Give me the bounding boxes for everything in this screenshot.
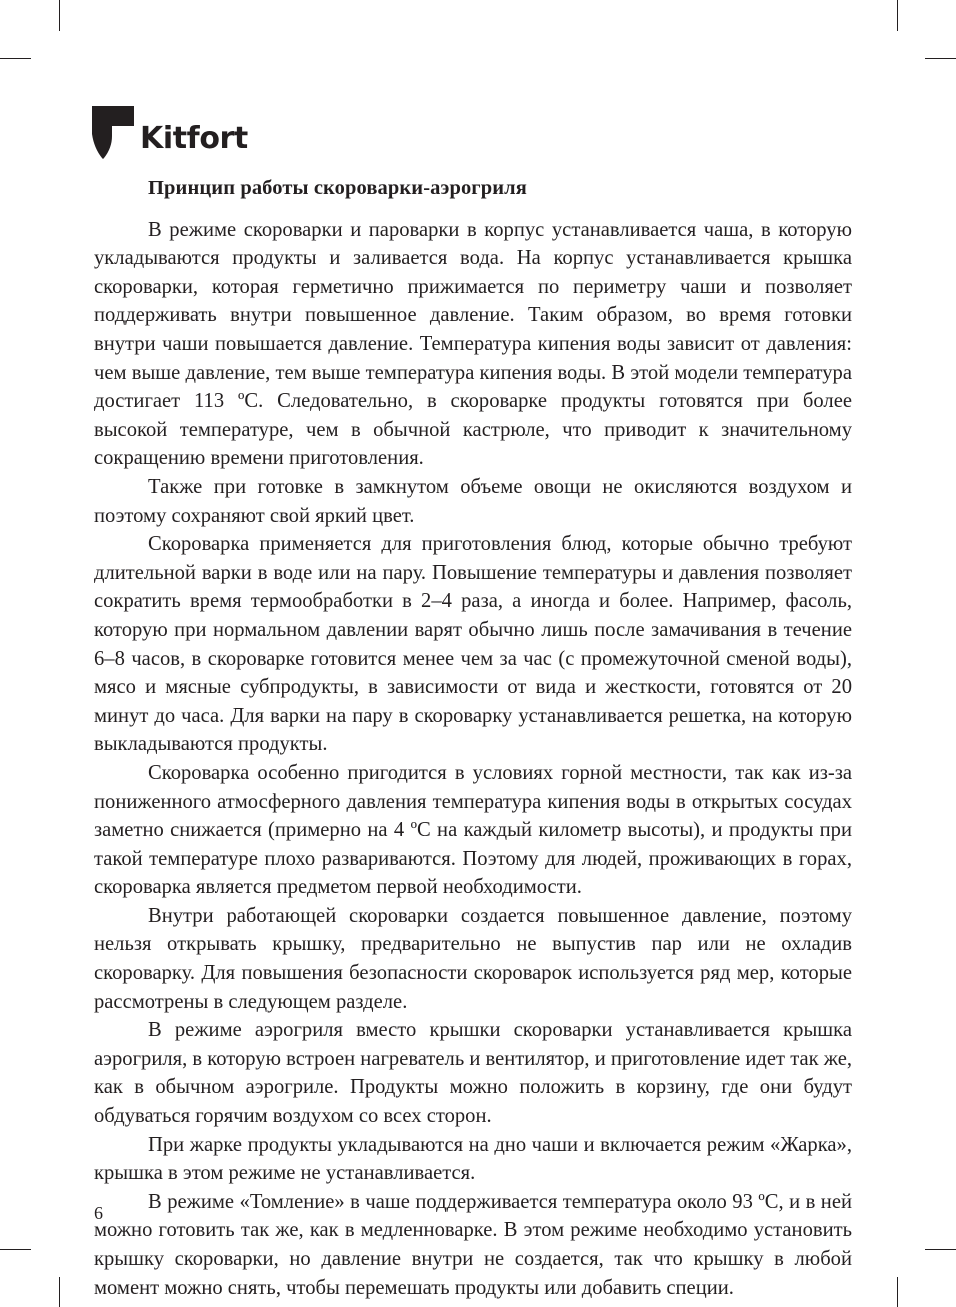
crop-mark-bottom-left-horizontal [0, 1249, 31, 1250]
crop-mark-top-right-vertical [897, 0, 898, 31]
document-body [94, 176, 852, 1302]
body-paragraph: Внутри работающей скороварки создается повышенное давление, поэтому нельзя открывать крышку, предварительно не выпустив пар или не охладив скороварку. Для повышения безопасности скороварок используется ряд мер, которые рассмотрены в следующем разделе. [94, 904, 852, 1013]
brand-wordmark: Kitfort [140, 121, 248, 156]
crop-mark-top-left-vertical [59, 0, 60, 31]
crop-mark-bottom-right-vertical [897, 1277, 898, 1307]
crop-mark-bottom-left-vertical [59, 1277, 60, 1307]
body-paragraph: Также при готовке в замкнутом объеме овощи не окисляются воздухом и поэтому сохраняют свой яркий цвет. [94, 475, 852, 527]
crop-mark-top-right-horizontal [925, 58, 956, 59]
crop-mark-top-left-horizontal [0, 58, 31, 59]
brand-logo [92, 106, 248, 160]
body-paragraph: В режиме скороварки и пароварки в корпус устанавливается чаша, в которую укладываются продукты и заливается вода. На корпус устанавливается крышка скороварки, которая герметично прижимается по периметру чаши и позволяет поддерживать внутри повышенное давление. Таким образом, во время готовки внутри чаши повышается давление. Температура кипения воды зависит от давления: чем выше давление, тем выше температура кипения воды. В этой модели температура достигает 113 ºC. Следовательно, в скороварке продукты готовятся при более высокой температуре, чем в обычной кастрюле, что приводит к значительному сокращению времени приготовления. [94, 218, 852, 470]
body-paragraph: В режиме «Томление» в чаше поддерживается температура около 93 ºC, и в ней можно готовить так же, как в медленноварке. В этом режиме необходимо установить крышку скороварки, но давление внутри не создается, так что крышку в любой момент можно снять, чтобы перемешать продукты или добавить специи. [94, 1190, 852, 1299]
body-paragraph: В режиме аэрогриля вместо крышки скороварки устанавливается крышка аэрогриля, в которую встроен нагреватель и вентилятор, и приготовление идет так же, как в обычном аэрогриле. Продукты можно положить в корзину, где они будут обдуваться горячим воздухом со всех сторон. [94, 1019, 852, 1128]
body-paragraph: Скороварка применяется для приготовления блюд, которые обычно требуют длительной варки в воде или на пару. Повышение температуры и давления позволяет сократить время термообработки в 2–4 раза, а иногда и более. Например, фасоль, которую при нормальном давлении варят обычно лишь после замачивания в течение 6–8 часов, в скороварке готовится менее чем за час (с промежуточной сменой воды), мясо и мясные субпродукты, в зависимости от вида и жесткости, готовятся от 20 минут до часа. Для варки на пару в скороварку устанавливается решетка, на которую выкладываются продукты. [94, 533, 852, 756]
section-heading: Принцип работы скороварки-аэрогриля [148, 177, 527, 199]
body-paragraph: Скороварка особенно пригодится в условиях горной местности, так как из-за пониженного атмосферного давления температура кипения воды в открытых сосудах заметно снижается (примерно на 4 ºC на каждый километр высоты), и продукты при такой температуре плохо развариваются. Поэтому для людей, проживающих в горах, скороварка является предметом первой необходимости. [94, 761, 852, 899]
body-paragraph: При жарке продукты укладываются на дно чаши и включается режим «Жарка», крышка в этом режиме не устанавливается. [94, 1133, 852, 1185]
crop-mark-bottom-right-horizontal [925, 1249, 956, 1250]
kitfort-flag-logo-icon [92, 106, 134, 160]
page-number: 6 [94, 1203, 103, 1223]
